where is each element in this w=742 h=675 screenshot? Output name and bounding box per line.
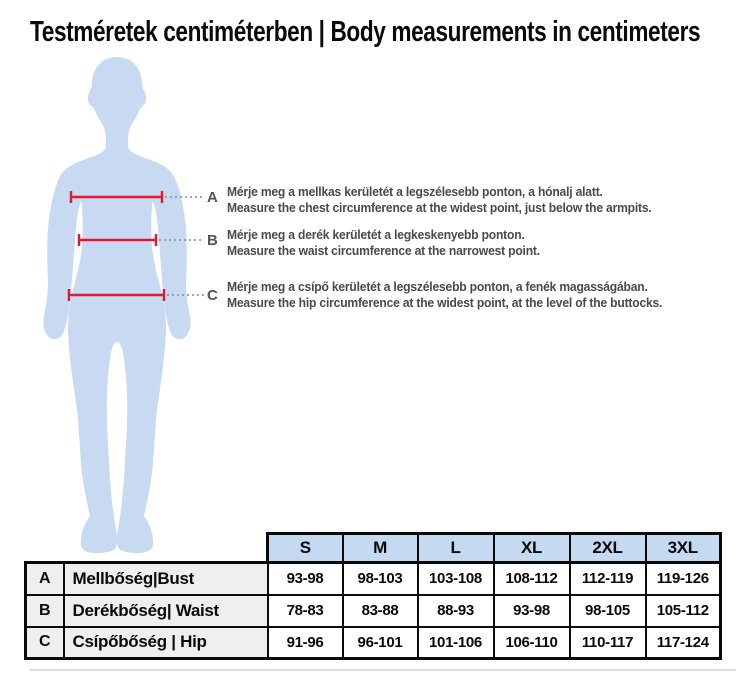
waist-value-3xl: 105-112 — [646, 595, 721, 627]
instruction-hip-hu: Mérje meg a csípő kerületét a legszélesebb ponton, a fenék magasságában. — [227, 279, 648, 294]
measurement-instructions-waist — [227, 227, 540, 258]
waist-value-s: 78-83 — [268, 595, 343, 627]
bust-value-3xl: 119-126 — [646, 563, 721, 595]
marker-letter-waist: B — [207, 232, 218, 249]
waist-value-m: 83-88 — [343, 595, 418, 627]
hip-value-xl: 106-110 — [494, 627, 570, 659]
bust-value-s: 93-98 — [268, 563, 343, 595]
instruction-chest-hu: Mérje meg a mellkas kerületét a legszélesebb ponton, a hónalj alatt. — [227, 184, 603, 199]
measurement-instructions-chest — [227, 184, 652, 215]
measurement-instructions-hip — [227, 279, 662, 310]
size-table — [24, 532, 722, 660]
instruction-chest-en: Measure the chest circumference at the widest point, just below the armpits. — [227, 199, 652, 215]
size-column-3xl: 3XL — [646, 534, 721, 563]
instruction-hip-en: Measure the hip circumference at the widest point, at the level of the buttocks. — [227, 294, 663, 310]
table-row-hip — [26, 627, 721, 659]
row-letter: A — [26, 563, 64, 595]
marker-letter-chest: A — [207, 189, 218, 206]
waist-value-xl: 93-98 — [494, 595, 570, 627]
row-label-waist: Derékbőség| Waist — [64, 595, 268, 627]
size-column-xl: XL — [494, 534, 570, 563]
hip-value-3xl: 117-124 — [646, 627, 721, 659]
bust-value-m: 98-103 — [343, 563, 418, 595]
marker-letter-hip: C — [207, 287, 218, 304]
table-row-waist — [26, 595, 721, 627]
row-label-hip: Csípőbőség | Hip — [64, 627, 268, 659]
hip-value-2xl: 110-117 — [570, 627, 646, 659]
instruction-waist-hu: Mérje meg a derék kerületét a legkeskenyebb ponton. — [227, 227, 525, 242]
row-letter: C — [26, 627, 64, 659]
instruction-waist-en: Measure the waist circumference at the narrowest point. — [227, 242, 540, 258]
header-spacer — [64, 534, 268, 563]
size-column-2xl: 2XL — [570, 534, 646, 563]
next-section-cutoff-line — [30, 669, 736, 671]
page-title: Testméretek centiméterben | Body measurements in centimeters — [30, 16, 701, 48]
header-spacer — [26, 534, 64, 563]
male-body-silhouette — [43, 57, 190, 553]
bust-value-l: 103-108 — [418, 563, 494, 595]
row-letter: B — [26, 595, 64, 627]
waist-value-l: 88-93 — [418, 595, 494, 627]
hip-value-l: 101-106 — [418, 627, 494, 659]
hip-value-s: 91-96 — [268, 627, 343, 659]
hip-value-m: 96-101 — [343, 627, 418, 659]
row-label-bust: Mellbőség|Bust — [64, 563, 268, 595]
size-column-s: S — [268, 534, 343, 563]
bust-value-2xl: 112-119 — [570, 563, 646, 595]
size-table-header-row — [26, 534, 721, 563]
table-row-bust — [26, 563, 721, 595]
size-column-l: L — [418, 534, 494, 563]
waist-value-2xl: 98-105 — [570, 595, 646, 627]
size-column-m: M — [343, 534, 418, 563]
bust-value-xl: 108-112 — [494, 563, 570, 595]
